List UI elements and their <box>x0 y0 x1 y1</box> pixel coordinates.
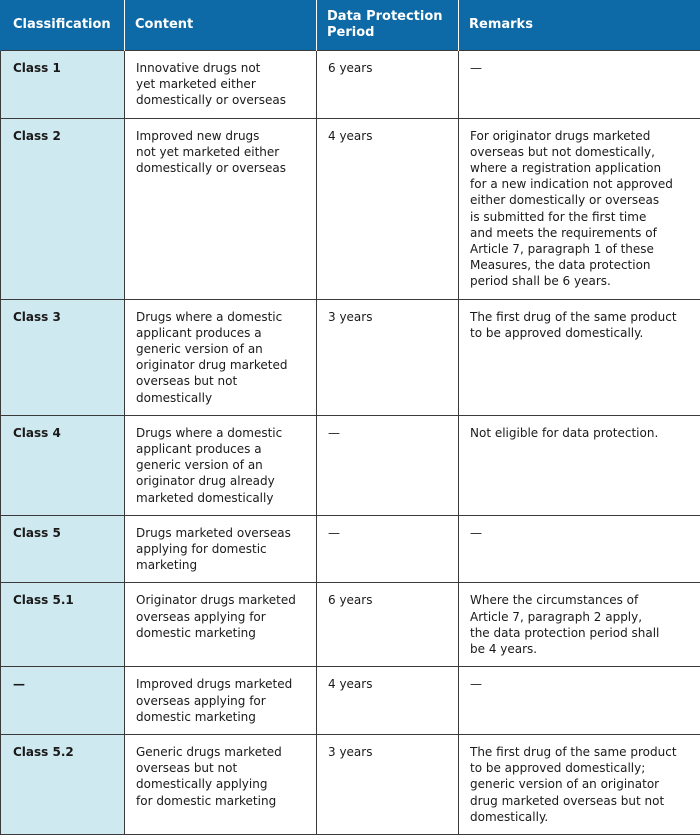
period-cell: 3 years <box>317 734 459 834</box>
period-cell: 6 years <box>317 51 459 119</box>
period-cell: — <box>317 415 459 515</box>
table-row <box>1 515 700 583</box>
classification-cell: Class 1 <box>1 51 125 119</box>
period-cell: 6 years <box>317 583 459 667</box>
period-cell: 3 years <box>317 299 459 415</box>
classification-cell: Class 5.2 <box>1 734 125 834</box>
table-row <box>1 583 700 667</box>
remarks-cell: — <box>459 667 700 735</box>
period-cell: 4 years <box>317 118 459 299</box>
table-body <box>1 51 700 835</box>
table-row <box>1 415 700 515</box>
table-row <box>1 299 700 415</box>
header-data-protection-period: Data Protection Period <box>317 0 459 51</box>
header-content: Content <box>125 0 317 51</box>
table-row <box>1 51 700 119</box>
content-cell: Innovative drugs not yet marketed either domestically or overseas <box>125 51 317 119</box>
period-cell: — <box>317 515 459 583</box>
table-row <box>1 734 700 834</box>
period-cell: 4 years <box>317 667 459 735</box>
header-remarks: Remarks <box>459 0 700 51</box>
content-cell: Generic drugs marketed overseas but not domestically applying for domestic marketing <box>125 734 317 834</box>
remarks-cell: — <box>459 515 700 583</box>
classification-cell: Class 3 <box>1 299 125 415</box>
table-header <box>1 0 700 51</box>
classification-cell: Class 5 <box>1 515 125 583</box>
classification-cell: Class 4 <box>1 415 125 515</box>
classification-cell: Class 5.1 <box>1 583 125 667</box>
content-cell: Originator drugs marketed overseas applying for domestic marketing <box>125 583 317 667</box>
remarks-cell: — <box>459 51 700 119</box>
content-cell: Drugs where a domestic applicant produces a generic version of an originator drug already marketed domestically <box>125 415 317 515</box>
classification-cell: Class 2 <box>1 118 125 299</box>
table-row <box>1 118 700 299</box>
remarks-cell: For originator drugs marketed overseas but not domestically, where a registration application for a new indication not approved either domestically or overseas is submitted for the first time and meets the requirements of Article 7, paragraph 1 of these Measures, the data protection period shall be 6 years. <box>459 118 700 299</box>
header-row <box>1 0 700 51</box>
content-cell: Drugs marketed overseas applying for domestic marketing <box>125 515 317 583</box>
header-classification: Classification <box>1 0 125 51</box>
remarks-cell: The first drug of the same product to be approved domestically. <box>459 299 700 415</box>
remarks-cell: The first drug of the same product to be approved domestically; generic version of an originator drug marketed overseas but not domestically. <box>459 734 700 834</box>
classification-cell: — <box>1 667 125 735</box>
content-cell: Improved new drugs not yet marketed either domestically or overseas <box>125 118 317 299</box>
remarks-cell: Where the circumstances of Article 7, paragraph 2 apply, the data protection period shall be 4 years. <box>459 583 700 667</box>
content-cell: Improved drugs marketed overseas applying for domestic marketing <box>125 667 317 735</box>
remarks-cell: Not eligible for data protection. <box>459 415 700 515</box>
content-cell: Drugs where a domestic applicant produces a generic version of an originator drug marketed overseas but not domestically <box>125 299 317 415</box>
table-row <box>1 667 700 735</box>
